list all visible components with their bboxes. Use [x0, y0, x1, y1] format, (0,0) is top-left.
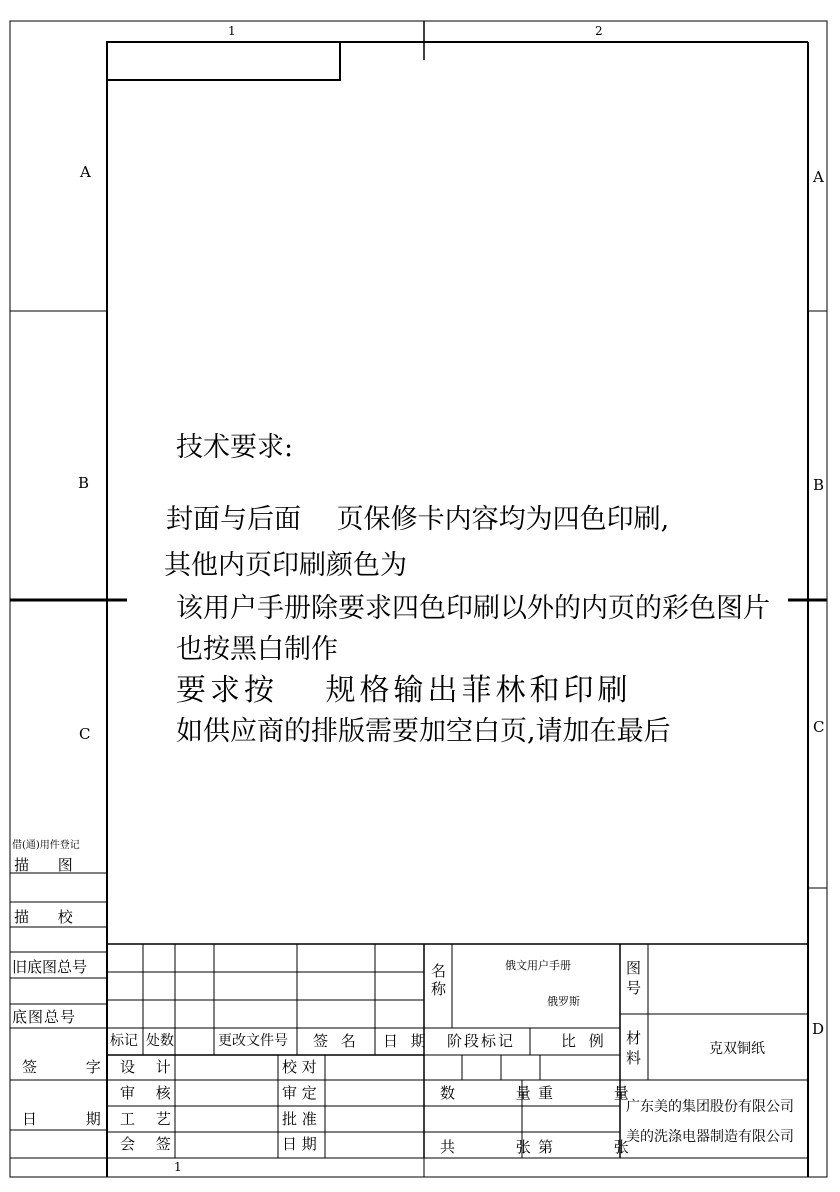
role-approve-check: 审 定	[282, 1084, 317, 1102]
role-approve: 批 准	[282, 1110, 317, 1128]
date-label: 日 期	[22, 1110, 123, 1128]
rev-count-header: 处数	[146, 1033, 174, 1049]
name-value: 俄文用户手册	[505, 959, 571, 972]
role-process: 工 艺	[120, 1110, 179, 1128]
role-countersign: 会 签	[120, 1135, 179, 1153]
weight-label: 重 量	[538, 1084, 657, 1102]
zone-bottom-1: 1	[174, 1160, 182, 1174]
stage-mark-label: 阶段标记	[447, 1032, 516, 1050]
rev-sign-header: 签 名	[313, 1032, 360, 1050]
tech-heading: 技术要求:	[176, 432, 294, 463]
zone-left-b: B	[78, 474, 90, 492]
tech-line-3: 该用户手册除要求四色印刷以外的内页的彩色图片	[176, 593, 770, 624]
company-1: 广东美的集团股份有限公司	[626, 1099, 794, 1115]
rev-date-header: 日 期	[383, 1032, 430, 1050]
signature-label: 签 字	[22, 1058, 123, 1076]
role-review: 审 核	[120, 1084, 179, 1102]
tech-line-4: 也按黑白制作	[176, 634, 338, 665]
quantity-label: 数 量	[440, 1084, 559, 1102]
tech-line-5: 要求按 规格输出菲林和印刷	[176, 673, 632, 708]
role-proofread: 校 对	[282, 1058, 317, 1076]
tech-line-6: 如供应商的排版需要加空白页,请加在最后	[176, 716, 671, 747]
name-label: 名称	[431, 962, 447, 998]
borrowed-register-label: 借(通)用件登记	[12, 840, 80, 851]
old-base-no-label: 旧底图总号	[12, 958, 88, 976]
zone-right-b: B	[813, 476, 825, 494]
drawing-no-label: 图号	[626, 959, 642, 997]
zone-left-c: C	[79, 725, 91, 743]
scale-label: 比 例	[561, 1032, 608, 1050]
zone-right-d: D	[812, 1020, 825, 1038]
material-value: 克双铜纸	[709, 1041, 765, 1057]
zone-top-1: 1	[228, 24, 236, 38]
base-no-label: 底图总号	[12, 1008, 77, 1026]
zone-right-c: C	[813, 718, 825, 736]
trace-check-label: 描 校	[14, 908, 85, 926]
tech-line-2: 其他内页印刷颜色为	[164, 550, 407, 581]
rev-change-doc-header: 更改文件号	[218, 1033, 288, 1049]
zone-top-2: 2	[595, 24, 603, 38]
total-sheets-label: 共 张	[440, 1138, 559, 1156]
rev-mark-header: 标记	[110, 1033, 138, 1049]
name-sub: 俄罗斯	[547, 995, 580, 1008]
trace-label: 描 图	[14, 856, 85, 874]
zone-right-a: A	[813, 168, 824, 186]
sheet-no-label: 第 张	[538, 1138, 657, 1156]
role-date: 日 期	[282, 1135, 317, 1153]
zone-left-a: A	[80, 163, 91, 181]
company-2: 美的洗涤电器制造有限公司	[626, 1129, 794, 1145]
role-design: 设 计	[120, 1058, 179, 1076]
material-label: 材料	[626, 1029, 642, 1067]
tech-line-1: 封面与后面 页保修卡内容均为四色印刷,	[166, 504, 670, 535]
